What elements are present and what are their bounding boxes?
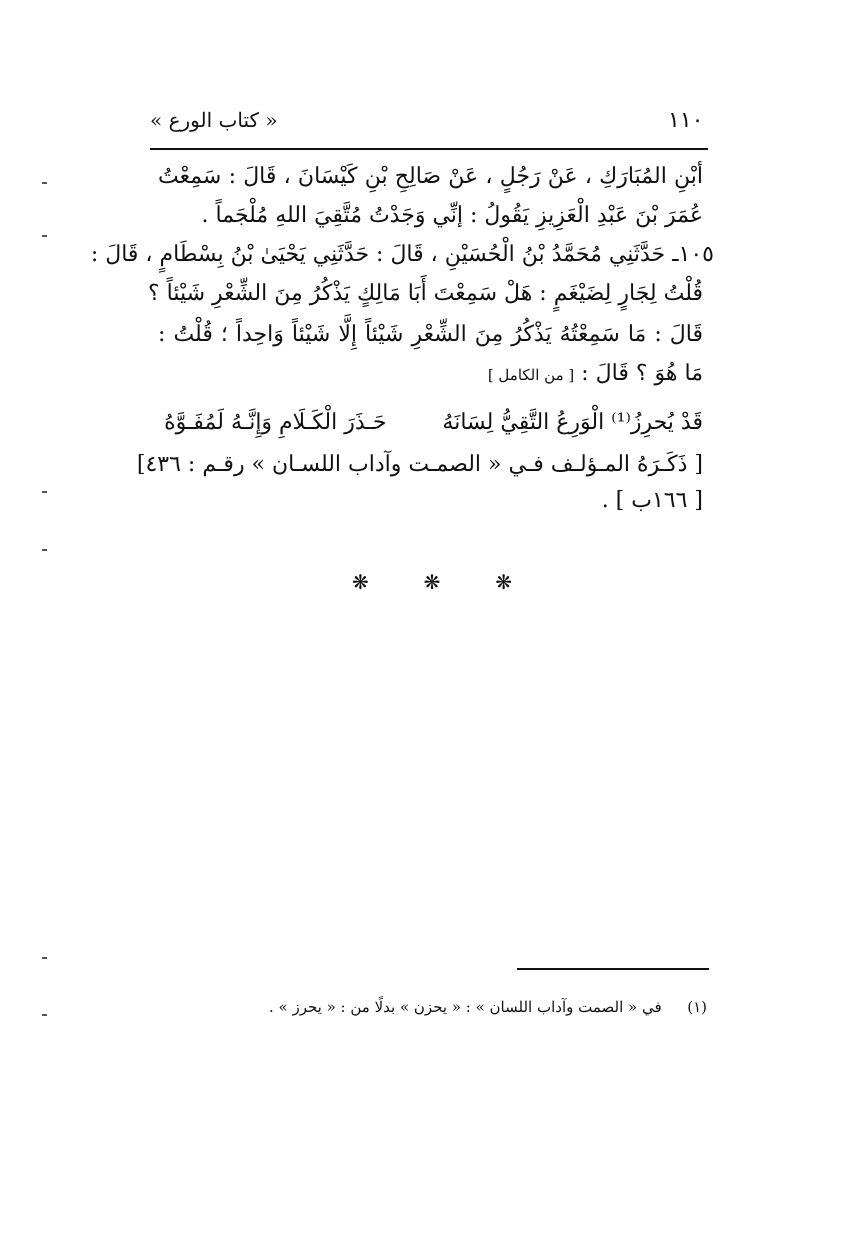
reference-line: [ ذَكَـرَهُ المـؤلـف فـي « الصمـت وآداب اللسـان » رقـم : ٤٣٦] (136, 452, 703, 477)
margin-mark (42, 1014, 47, 1016)
text-line-6 (488, 361, 703, 387)
footnote-text: في « الصمت وآداب اللسان » : « يحزن » بدلًا من : « يحرز » . (268, 998, 662, 1016)
verse-first-hemistich: قَدْ يُحرِزُ⁽¹⁾ الْوَرِعُ التَّقِيُّ لِسَانَهُ (442, 410, 703, 435)
margin-mark (42, 549, 47, 551)
footnote-number: (١) (687, 998, 707, 1016)
meter-label: [ من الكامل ] (487, 366, 575, 384)
margin-mark (42, 491, 47, 493)
text-line-2: عُمَرَ بْنَ عَبْدِ الْعَزِيزِ يَقُولُ : إنِّي وَجَدْتُ مُتَّقِيَ اللهِ مُلْجَماً . (201, 203, 703, 228)
running-header-title: « كتاب الورع » (150, 108, 278, 132)
footnote-divider (517, 968, 709, 970)
text-line-4: قُلْتُ لِجَارٍ لِضَيْغَمٍ : هَلْ سَمِعْتَ أَبَا مَالِكٍ يَذْكُرُ مِنَ الشِّعْرِ شَيْئاً ؟ (147, 281, 703, 306)
section-separator (352, 570, 512, 594)
text-line-1: أبْنِ المُبَارَكِ ، عَنْ رَجُلٍ ، عَنْ صَالِحِ بْنِ كَيْسَانَ ، قَالَ : سَمِعْتُ (158, 164, 703, 189)
separator-star: ❋ (495, 570, 512, 594)
page-number: ١١٠ (668, 108, 704, 133)
text-line-5: قَالَ : مَا سَمِعْتُهُ يَذْكُرُ مِنَ الشِّعْرِ شَيْئاً إِلَّا شَيْئاً وَاحِداً ؛ قُلْتُ : (158, 322, 703, 347)
verse-line (164, 410, 703, 436)
footnote (269, 998, 707, 1016)
reference-end: [ ١٦٦ب ] . (601, 488, 703, 513)
verse-second-hemistich: حَـذَرَ الْكَـلَامِ وَإِنَّـهُ لَمُفَـوَّهُ (164, 410, 387, 435)
header-divider (150, 148, 708, 150)
text-line-3: ١٠٥ـ حَدَّثَنِي مُحَمَّدُ بْنُ الْحُسَيْنِ ، قَالَ : حَدَّثَنِي يَحْيَىٰ بْنُ بِسْطَامٍ ، قَالَ : (90, 242, 714, 267)
margin-mark (42, 182, 47, 184)
separator-star: ❋ (352, 570, 369, 594)
margin-mark (42, 957, 47, 959)
separator-star: ❋ (423, 570, 441, 594)
margin-mark (42, 235, 47, 237)
text-line-6-start: مَا هُوَ ؟ قَالَ : (581, 361, 703, 386)
